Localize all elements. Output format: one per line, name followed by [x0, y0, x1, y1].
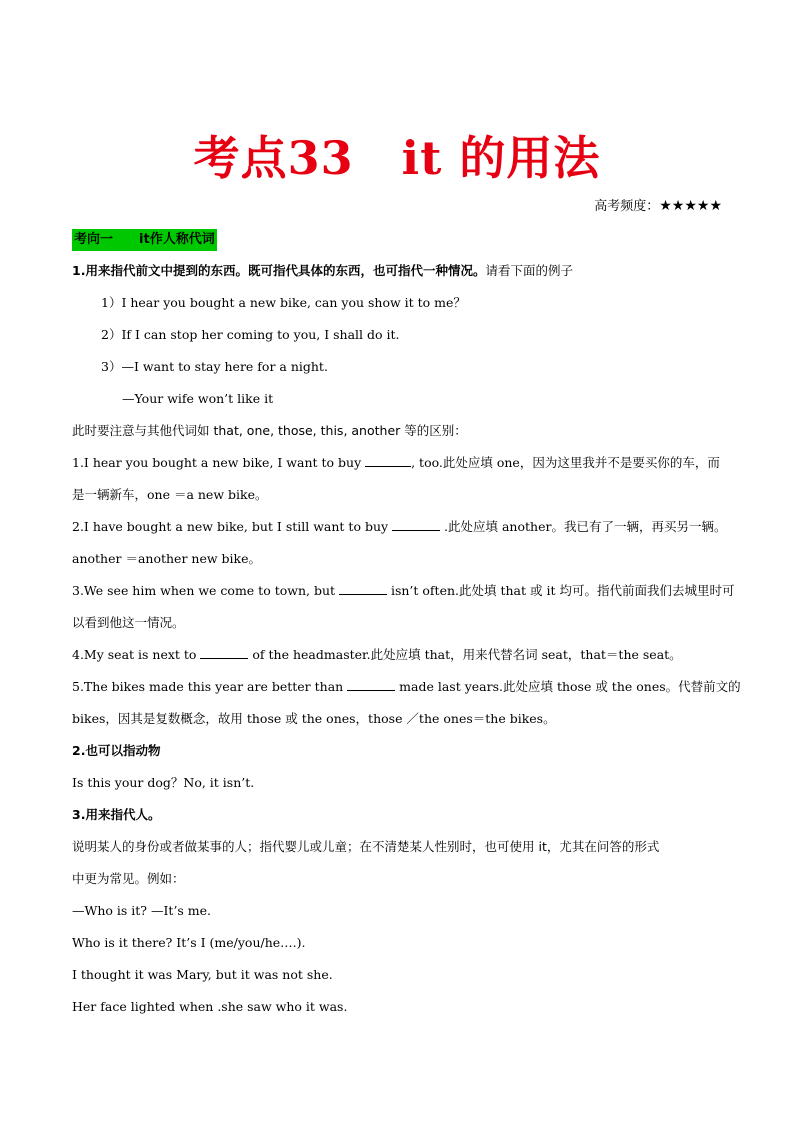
point-3-example: —Who is it? —It’s me. [72, 903, 212, 918]
example-line: 3）—I want to stay here for a night. [101, 359, 328, 374]
section-tag-a: 考向一 [74, 232, 114, 247]
item-text: 1.I hear you bought a new bike, I want to buy [72, 455, 366, 470]
star-rating-icon: ★★★★★ [659, 198, 722, 214]
example-line: 1）I hear you bought a new bike, can you show it to me？ [101, 295, 466, 310]
point-3-text-cont: 中更为常见。例如： [72, 871, 185, 886]
item-text: made last years.此处应填 those 或 the ones。代替前文的 [395, 679, 741, 694]
point-2-example: Is this your dog？No, it isn’t. [72, 775, 255, 790]
item-1 [72, 451, 724, 483]
answer-blank [392, 518, 440, 531]
item-5-cont: bikes，因其是复数概念，故用 those 或 the ones，those ／the ones＝the bikes。 [72, 711, 556, 726]
section-tag-b: it [139, 232, 150, 247]
item-text: .此处应填 another。我已有了一辆，再买另一辆。 [440, 519, 727, 534]
point-3-example: Her face lighted when .she saw who it was. [72, 999, 348, 1014]
item-text: , too.此处应填 one，因为这里我并不是要买你的车，而 [411, 455, 720, 470]
exam-frequency [594, 197, 722, 216]
item-text: isn’t often.此处填 that 或 it 均可。指代前面我们去城里时可 [387, 583, 735, 598]
title-part2: it 的用法 [401, 131, 601, 185]
answer-blank [347, 678, 395, 691]
item-text: 2.I have bought a new bike, but I still want to buy [72, 519, 393, 534]
answer-blank [339, 582, 387, 595]
title-part1: 考点33 [193, 131, 354, 185]
section-heading [72, 227, 724, 259]
item-text: 4.My seat is next to [72, 647, 201, 662]
item-2 [72, 515, 727, 547]
item-1-cont: 是一辆新车，one ＝a new bike。 [72, 487, 268, 502]
point-3-heading: 3.用来指代人。 [72, 807, 161, 822]
point-1-heading: 1.用来指代前文中提到的东西。既可指代具体的东西，也可指代一种情况。 [72, 263, 486, 278]
item-4 [72, 643, 724, 675]
note-line: 此时要注意与其他代词如 that, one, those, this, another 等的区别： [72, 423, 467, 438]
example-line: —Your wife won’t like it [122, 391, 274, 406]
item-3-cont: 以看到他这一情况。 [72, 615, 185, 630]
section-tag-c: 作人称代词 [149, 232, 215, 247]
item-text: of the headmaster.此处应填 that，用来代替名词 seat，that＝the seat。 [248, 647, 682, 662]
point-1-tail: 请看下面的例子 [485, 263, 573, 278]
answer-blank [365, 454, 411, 467]
point-3-example: Who is it there? It’s I (me/you/he….). [72, 935, 306, 950]
answer-blank [200, 646, 248, 659]
item-text: 5.The bikes made this year are better than [72, 679, 348, 694]
point-2-heading: 2.也可以指动物 [72, 743, 161, 758]
item-3 [72, 579, 735, 611]
section-tag [72, 229, 217, 251]
point-3-text: 说明某人的身份或者做某事的人；指代婴儿或儿童；在不清楚某人性别时，也可使用 it，尤其在问答的形式 [72, 839, 660, 854]
example-line: 2）If I can stop her coming to you, I shall do it. [101, 327, 400, 342]
page-title [0, 128, 794, 188]
frequency-label: 高考频度： [594, 199, 660, 214]
item-5 [72, 675, 741, 707]
item-2-cont: another ＝another new bike。 [72, 551, 261, 566]
document-body [72, 227, 741, 1027]
point-3-example: I thought it was Mary, but it was not she. [72, 967, 333, 982]
point-1 [72, 259, 724, 291]
item-text: 3.We see him when we come to town, but [72, 583, 339, 598]
